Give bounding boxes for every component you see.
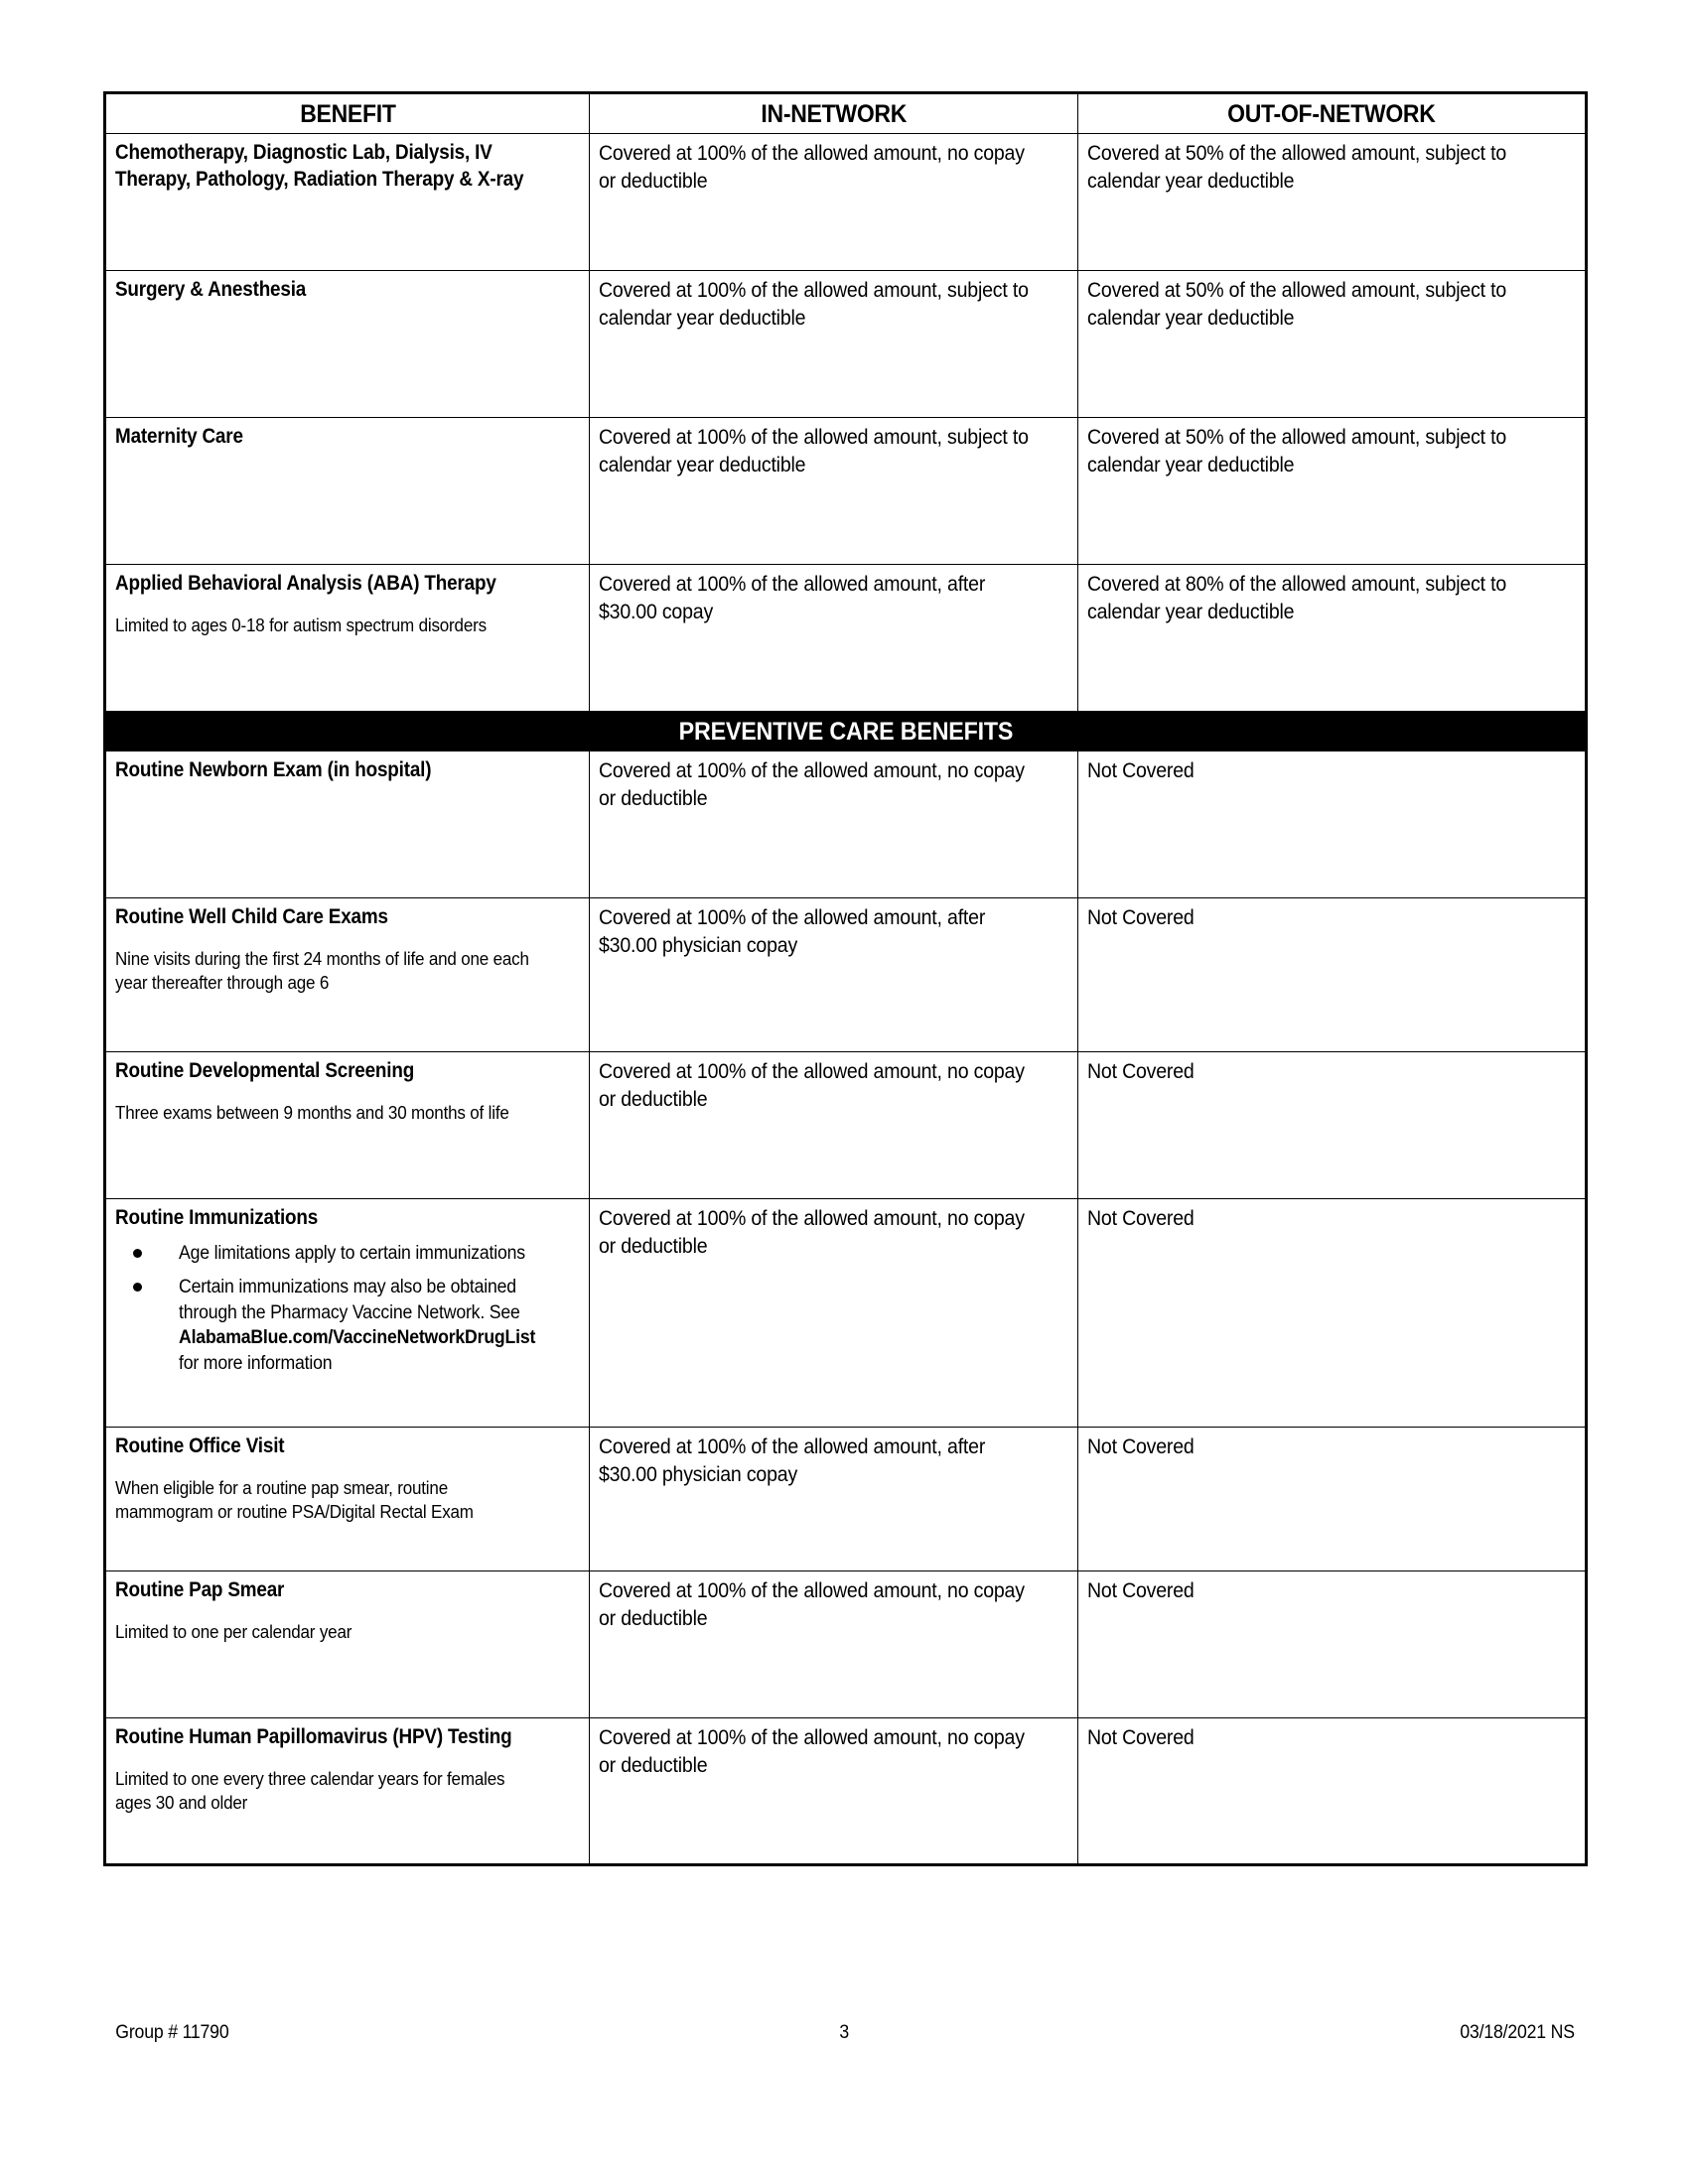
benefit-note: Three exams between 9 months and 30 months of life [115,1101,509,1123]
benefit-name: Routine Well Child Care Exams [115,905,388,928]
benefit-cell [105,1571,590,1718]
benefit-name: Routine Office Visit [115,1434,285,1457]
vaccine-network-url: AlabamaBlue.com/VaccineNetworkDrugList [179,1327,536,1349]
footer-group-number: Group # 11790 [115,2022,229,2043]
bullet-text-tail: for more information [179,1352,333,1374]
out-of-network-cell [1078,418,1587,565]
table-row [105,1571,1587,1718]
benefit-cell [105,271,590,418]
out-of-network-value: Not Covered [1087,759,1195,782]
out-of-network-value: Not Covered [1087,1060,1195,1083]
benefit-cell [105,1428,590,1571]
in-network-value: Covered at 100% of the allowed amount, no copay or deductible [599,1579,1025,1630]
footer-revision-date: 03/18/2021 NS [1460,2022,1575,2043]
bullet-text [179,1275,552,1376]
column-header-in-network: IN-NETWORK [590,93,1078,134]
footer-page-number: 3 [839,2022,849,2043]
out-of-network-cell [1078,1428,1587,1571]
table-row [105,1052,1587,1199]
out-of-network-cell [1078,751,1587,898]
table-row [105,418,1587,565]
benefit-cell [105,751,590,898]
benefit-name: Maternity Care [115,425,243,448]
benefit-cell [105,1718,590,1865]
out-of-network-value: Not Covered [1087,1207,1195,1230]
table-header-row [105,93,1587,134]
table-row [105,898,1587,1052]
column-header-out-of-network: OUT-OF-NETWORK [1078,93,1587,134]
section-banner-row [105,712,1587,751]
in-network-value: Covered at 100% of the allowed amount, subject to calendar year deductible [599,426,1029,477]
out-of-network-cell [1078,134,1587,271]
table-row [105,1718,1587,1865]
in-network-cell [590,1718,1078,1865]
bullet-text-lead: Certain immunizations may also be obtained through the Pharmacy Vaccine Network. See [179,1277,520,1323]
out-of-network-value: Covered at 80% of the allowed amount, subject to calendar year deductible [1087,573,1507,623]
in-network-cell [590,271,1078,418]
out-of-network-cell [1078,898,1587,1052]
benefit-name: Routine Immunizations [115,1206,319,1229]
bullet-icon [133,1283,142,1292]
table-row [105,565,1587,712]
out-of-network-value: Not Covered [1087,1726,1195,1749]
in-network-cell [590,134,1078,271]
benefit-note: When eligible for a routine pap smear, routine mammogram or routine PSA/Digital Rectal Exam [115,1476,474,1523]
benefit-cell [105,1052,590,1199]
benefit-cell [105,1199,590,1428]
in-network-value: Covered at 100% of the allowed amount, after $30.00 physician copay [599,1435,986,1486]
in-network-cell [590,1052,1078,1199]
in-network-value: Covered at 100% of the allowed amount, no copay or deductible [599,759,1025,810]
table-row [105,271,1587,418]
in-network-cell [590,418,1078,565]
column-header-benefit: BENEFIT [105,93,590,134]
table-row [105,1199,1587,1428]
out-of-network-value: Not Covered [1087,1579,1195,1602]
in-network-cell [590,898,1078,1052]
benefit-note: Limited to one per calendar year [115,1620,352,1642]
benefit-name: Routine Newborn Exam (in hospital) [115,758,432,781]
benefit-bullet-list [115,1241,580,1376]
benefit-name: Chemotherapy, Diagnostic Lab, Dialysis, IV Therapy, Pathology, Radiation Therapy & X-ray [115,141,524,191]
out-of-network-value: Covered at 50% of the allowed amount, subject to calendar year deductible [1087,426,1507,477]
list-item [115,1241,580,1266]
in-network-value: Covered at 100% of the allowed amount, no copay or deductible [599,142,1025,193]
in-network-cell [590,1428,1078,1571]
out-of-network-value: Not Covered [1087,906,1195,929]
benefit-cell [105,565,590,712]
bullet-text: Age limitations apply to certain immunizations [179,1242,525,1264]
list-item [115,1275,580,1376]
benefit-note: Limited to one every three calendar years for females ages 30 and older [115,1767,505,1814]
benefit-cell [105,898,590,1052]
in-network-cell [590,565,1078,712]
in-network-cell [590,1199,1078,1428]
out-of-network-value: Covered at 50% of the allowed amount, subject to calendar year deductible [1087,142,1507,193]
out-of-network-value: Covered at 50% of the allowed amount, subject to calendar year deductible [1087,279,1507,330]
bullet-icon [133,1249,142,1258]
benefit-cell [105,134,590,271]
table-row [105,1428,1587,1571]
benefit-name: Routine Developmental Screening [115,1059,415,1082]
in-network-value: Covered at 100% of the allowed amount, subject to calendar year deductible [599,279,1029,330]
in-network-value: Covered at 100% of the allowed amount, no copay or deductible [599,1060,1025,1111]
out-of-network-cell [1078,271,1587,418]
out-of-network-value: Not Covered [1087,1435,1195,1458]
in-network-value: Covered at 100% of the allowed amount, after $30.00 physician copay [599,906,986,957]
in-network-cell [590,751,1078,898]
out-of-network-cell [1078,1718,1587,1865]
benefit-note: Limited to ages 0-18 for autism spectrum disorders [115,614,487,635]
section-banner-preventive-care: PREVENTIVE CARE BENEFITS [105,712,1587,751]
out-of-network-cell [1078,1571,1587,1718]
benefit-name: Routine Human Papillomavirus (HPV) Testing [115,1725,512,1748]
in-network-cell [590,1571,1078,1718]
benefits-table-container [103,91,1585,1866]
in-network-value: Covered at 100% of the allowed amount, after $30.00 copay [599,573,986,623]
out-of-network-cell [1078,1052,1587,1199]
in-network-value: Covered at 100% of the allowed amount, no copay or deductible [599,1207,1025,1258]
benefit-name: Routine Pap Smear [115,1578,285,1601]
table-row [105,134,1587,271]
table-row [105,751,1587,898]
benefits-table [103,91,1588,1866]
benefit-note: Nine visits during the first 24 months of life and one each year thereafter through age 6 [115,947,529,994]
benefit-name: Surgery & Anesthesia [115,278,307,301]
out-of-network-cell [1078,1199,1587,1428]
benefit-cell [105,418,590,565]
benefit-name: Applied Behavioral Analysis (ABA) Therapy [115,572,496,595]
out-of-network-cell [1078,565,1587,712]
in-network-value: Covered at 100% of the allowed amount, no copay or deductible [599,1726,1025,1777]
